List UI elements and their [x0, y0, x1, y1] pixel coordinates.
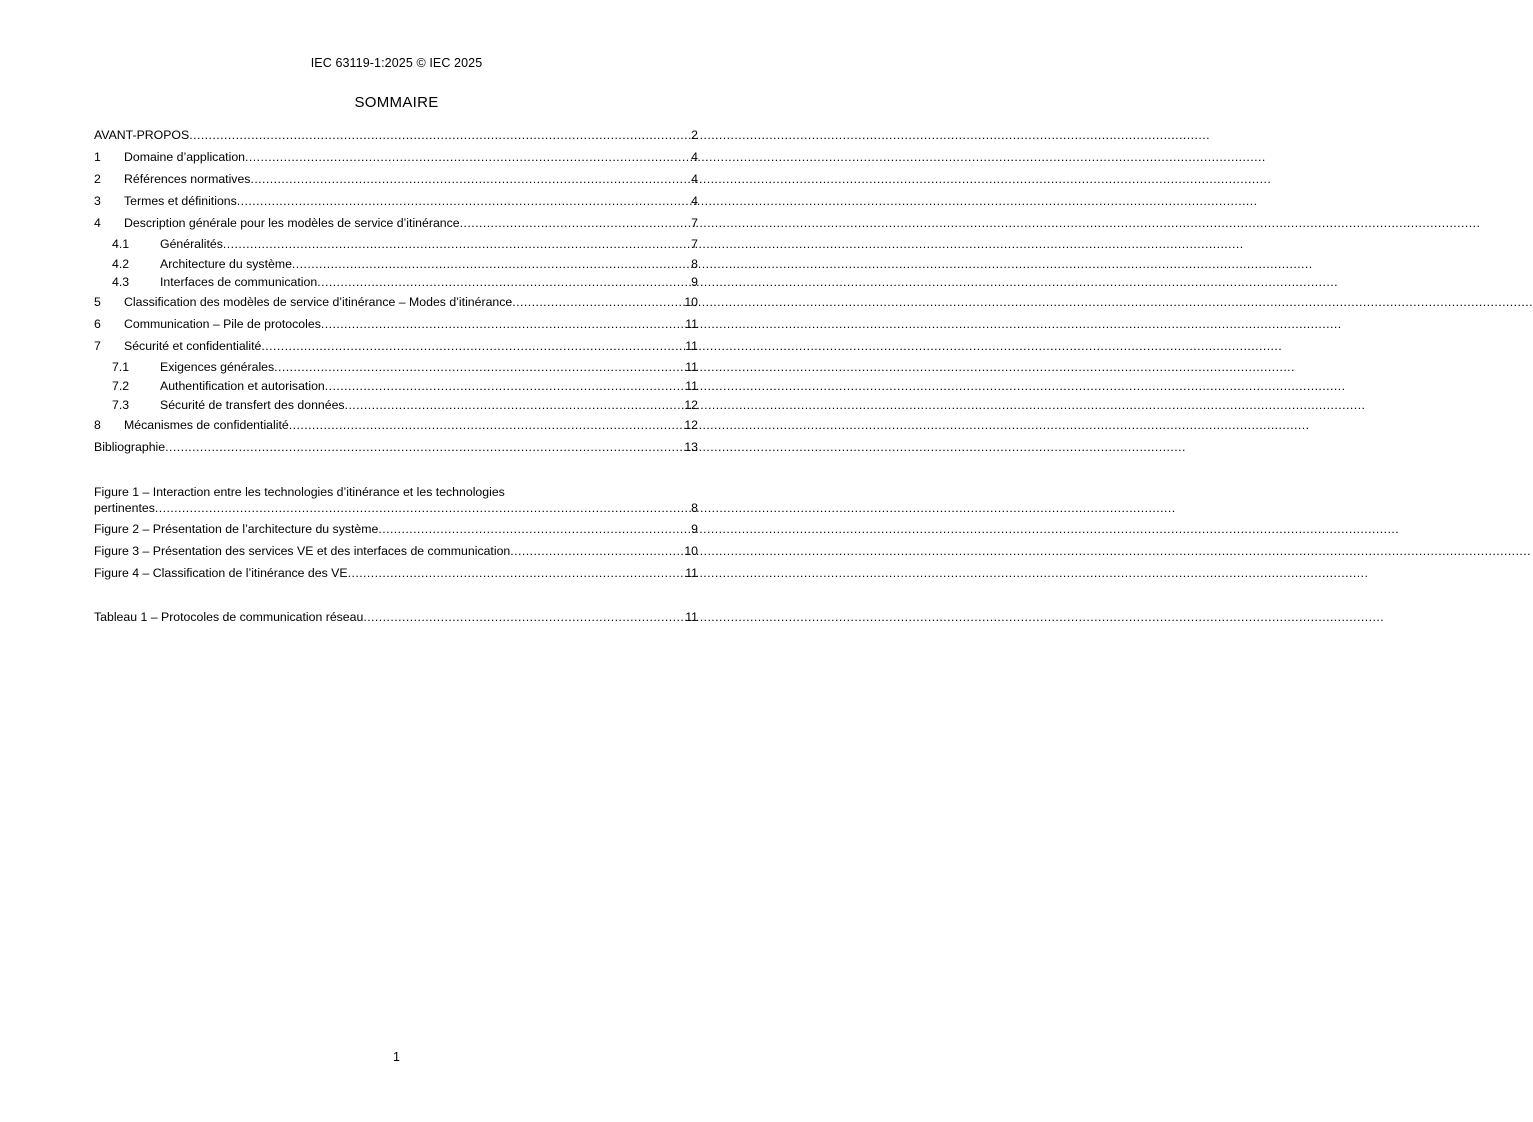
- toc-entry-section-1[interactable]: [94, 149, 698, 165]
- toc-entry-page: 12: [684, 418, 698, 432]
- toc-entry-section-4[interactable]: [94, 215, 698, 231]
- toc-leader-dots: [223, 236, 690, 252]
- toc-entry-page: 11: [685, 360, 698, 374]
- figure-entry-page: 11: [685, 566, 698, 580]
- toc-entry-text: Authentification et autorisation: [160, 379, 325, 393]
- toc-entry-page: 4: [691, 150, 698, 164]
- toc-entry-number: 6: [94, 317, 101, 331]
- figure-entry-text: Figure 4 – Classification de l’itinérance des VE: [94, 566, 348, 580]
- toc-leader-dots: [274, 359, 684, 375]
- toc-entry-number: 5: [94, 295, 101, 309]
- toc-entry-number: 4.1: [112, 237, 130, 251]
- toc-entry-section-3[interactable]: [94, 193, 698, 209]
- table-entry-1[interactable]: [94, 609, 698, 625]
- toc-leader-dots: [510, 543, 683, 559]
- toc-entry-number: 3: [94, 194, 101, 208]
- toc-leader-dots: [378, 521, 690, 537]
- table-entry-page: 11: [685, 610, 698, 624]
- toc-entry-page: 4: [691, 172, 698, 186]
- toc-entry-page: 11: [685, 339, 698, 353]
- toc-entry-text: Généralités: [160, 237, 223, 251]
- toc-leader-dots: [345, 397, 684, 413]
- figure-entry-page: 8: [691, 501, 698, 515]
- toc-entry-section-6[interactable]: [94, 316, 698, 332]
- toc-leader-dots: [325, 378, 684, 394]
- toc-entry-text: Sécurité et confidentialité: [124, 339, 262, 353]
- toc-entry-section-2[interactable]: [94, 171, 698, 187]
- toc-entry-text: Bibliographie: [94, 440, 166, 454]
- toc-entry-section-4-1[interactable]: [94, 236, 698, 252]
- toc-entry-text: Références normatives: [124, 172, 251, 186]
- toc-leader-dots: [261, 338, 684, 354]
- toc-entry-avant-propos[interactable]: [94, 127, 698, 143]
- toc-entry-text: Domaine d’application: [124, 150, 245, 164]
- toc-entry-text: Termes et définitions: [124, 194, 237, 208]
- toc-leader-dots: [289, 417, 684, 433]
- toc-entry-page: 10: [684, 295, 698, 309]
- figure-entry-text: Figure 2 – Présentation de l’architecture du système: [94, 522, 379, 536]
- toc-entry-number: 4.2: [112, 257, 130, 271]
- figure-entry-text: Figure 1 – Interaction entre les technologies d’itinérance et les technologies: [94, 485, 505, 499]
- toc-leader-dots: [245, 149, 690, 165]
- table-entry-text: Tableau 1 – Protocoles de communication réseau: [94, 610, 364, 624]
- toc-leader-dots: [250, 171, 690, 187]
- toc-leader-dots: [512, 294, 683, 310]
- figure-entry-4[interactable]: [94, 565, 698, 581]
- toc-entry-page: 13: [684, 440, 698, 454]
- page-number: 1: [393, 1050, 400, 1064]
- toc-entry-number: 2: [94, 172, 101, 186]
- toc-entry-number: 4.3: [112, 275, 130, 289]
- toc-entry-bibliographie[interactable]: [94, 439, 698, 455]
- toc-entry-text: Sécurité de transfert des données: [160, 398, 345, 412]
- figure-entry-page: 10: [684, 544, 698, 558]
- toc-entry-number: 4: [94, 216, 101, 230]
- toc-entry-section-7-2[interactable]: [94, 378, 698, 394]
- toc-leader-dots: [317, 274, 690, 290]
- toc-entry-text: Description générale pour les modèles de service d’itinérance: [124, 216, 460, 230]
- figure-entry-3[interactable]: [94, 543, 698, 559]
- toc-entry-section-7-3[interactable]: [94, 397, 698, 413]
- toc-entry-number: 7.2: [112, 379, 130, 393]
- figure-entry-text-continued: pertinentes: [94, 501, 155, 515]
- toc-entry-page: 2: [691, 128, 698, 142]
- toc-entry-section-8[interactable]: [94, 417, 698, 433]
- figure-entry-page: 9: [691, 522, 698, 536]
- toc-entry-text: AVANT-PROPOS: [94, 128, 190, 142]
- document-header: IEC 63119-1:2025 © IEC 2025: [310, 56, 483, 70]
- toc-entry-number: 7.1: [112, 360, 130, 374]
- toc-entry-text: Classification des modèles de service d’itinérance – Modes d’itinérance: [124, 295, 513, 309]
- toc-leader-dots: [348, 565, 685, 581]
- toc-entry-page: 7: [691, 237, 698, 251]
- toc-entry-page: 9: [691, 275, 698, 289]
- toc-entry-number: 7: [94, 339, 101, 353]
- toc-entry-number: 7.3: [112, 398, 130, 412]
- toc-entry-page: 4: [691, 194, 698, 208]
- toc-leader-dots: [363, 609, 684, 625]
- figure-entry-1[interactable]: [94, 484, 698, 516]
- toc-leader-dots: [189, 127, 690, 143]
- toc-entry-page: 7: [691, 216, 698, 230]
- toc-entry-section-7-1[interactable]: [94, 359, 698, 375]
- toc-title: SOMMAIRE: [354, 94, 439, 111]
- toc-entry-page: 11: [685, 317, 698, 331]
- toc-entry-text: Mécanismes de confidentialité: [124, 418, 289, 432]
- toc-entry-number: 1: [94, 150, 101, 164]
- toc-entry-text: Architecture du système: [160, 257, 292, 271]
- toc-leader-dots: [321, 316, 684, 332]
- toc-leader-dots: [292, 256, 690, 272]
- toc-entry-section-4-2[interactable]: [94, 256, 698, 272]
- toc-entry-section-4-3[interactable]: [94, 274, 698, 290]
- figure-entry-text: Figure 3 – Présentation des services VE et des interfaces de communication: [94, 544, 511, 558]
- toc-entry-section-7[interactable]: [94, 338, 698, 354]
- toc-leader-dots: [155, 500, 690, 516]
- toc-leader-dots: [460, 215, 691, 231]
- toc-leader-dots: [237, 193, 690, 209]
- toc-entry-page: 12: [684, 398, 698, 412]
- toc-entry-text: Interfaces de communication: [160, 275, 318, 289]
- figure-entry-2[interactable]: [94, 521, 698, 537]
- toc-entry-page: 11: [685, 379, 698, 393]
- toc-entry-number: 8: [94, 418, 101, 432]
- toc-entry-section-5[interactable]: [94, 294, 698, 310]
- toc-entry-text: Exigences générales: [160, 360, 275, 374]
- toc-entry-page: 8: [691, 257, 698, 271]
- toc-leader-dots: [165, 439, 683, 455]
- toc-entry-text: Communication – Pile de protocoles: [124, 317, 321, 331]
